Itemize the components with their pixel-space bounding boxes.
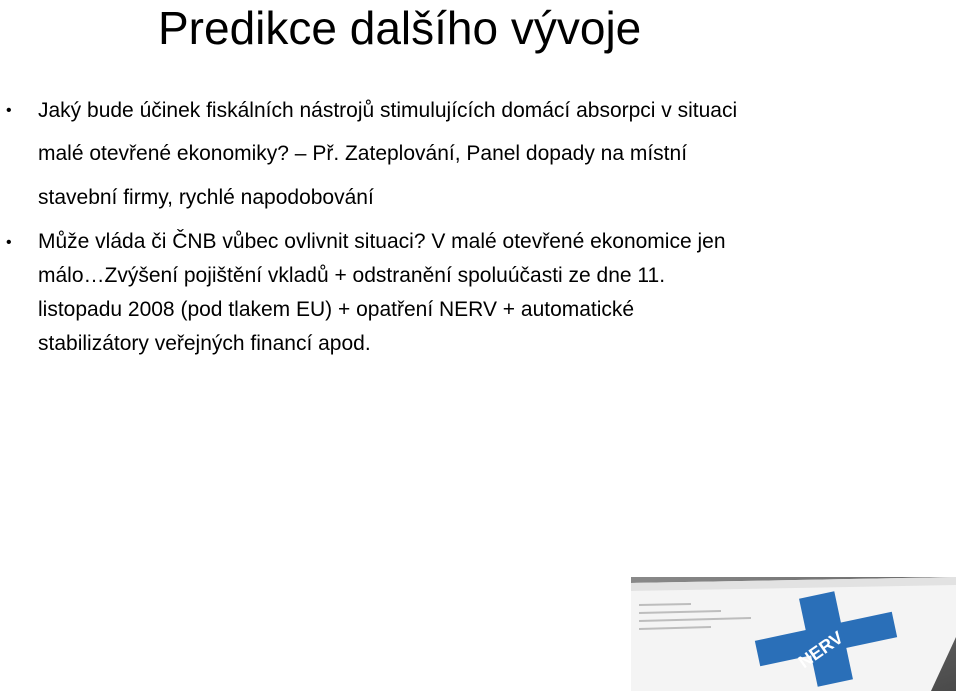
slide-title: Predikce dalšího vývoje	[158, 2, 642, 54]
bullet-2-line-2: málo…Zvýšení pojištění vkladů + odstranění spoluúčasti ze dne 11.	[38, 264, 666, 287]
bullet-marker: •	[6, 102, 12, 119]
bullet-1-line-2: malé otevřené ekonomiky? – Př. Zateplování, Panel dopady na místní	[38, 142, 688, 165]
bullet-2-line-4: stabilizátory veřejných financí apod.	[38, 332, 371, 355]
bullet-2-line-1: Může vláda či ČNB vůbec ovlivnit situaci? V malé otevřené ekonomice jen	[38, 230, 726, 253]
bullet-1-line-1: Jaký bude účinek fiskálních nástrojů stimulujících domácí absorpci v situaci	[38, 99, 738, 122]
nerv-document-photo	[631, 577, 956, 691]
bullet-1-line-3: stavební firmy, rychlé napodobování	[38, 186, 374, 209]
bullet-marker: •	[6, 234, 12, 251]
logo-text: NERV	[794, 627, 847, 673]
nerv-logo-image	[631, 577, 956, 691]
bullet-2-line-3: listopadu 2008 (pod tlakem EU) + opatření NERV + automatické	[38, 298, 635, 321]
